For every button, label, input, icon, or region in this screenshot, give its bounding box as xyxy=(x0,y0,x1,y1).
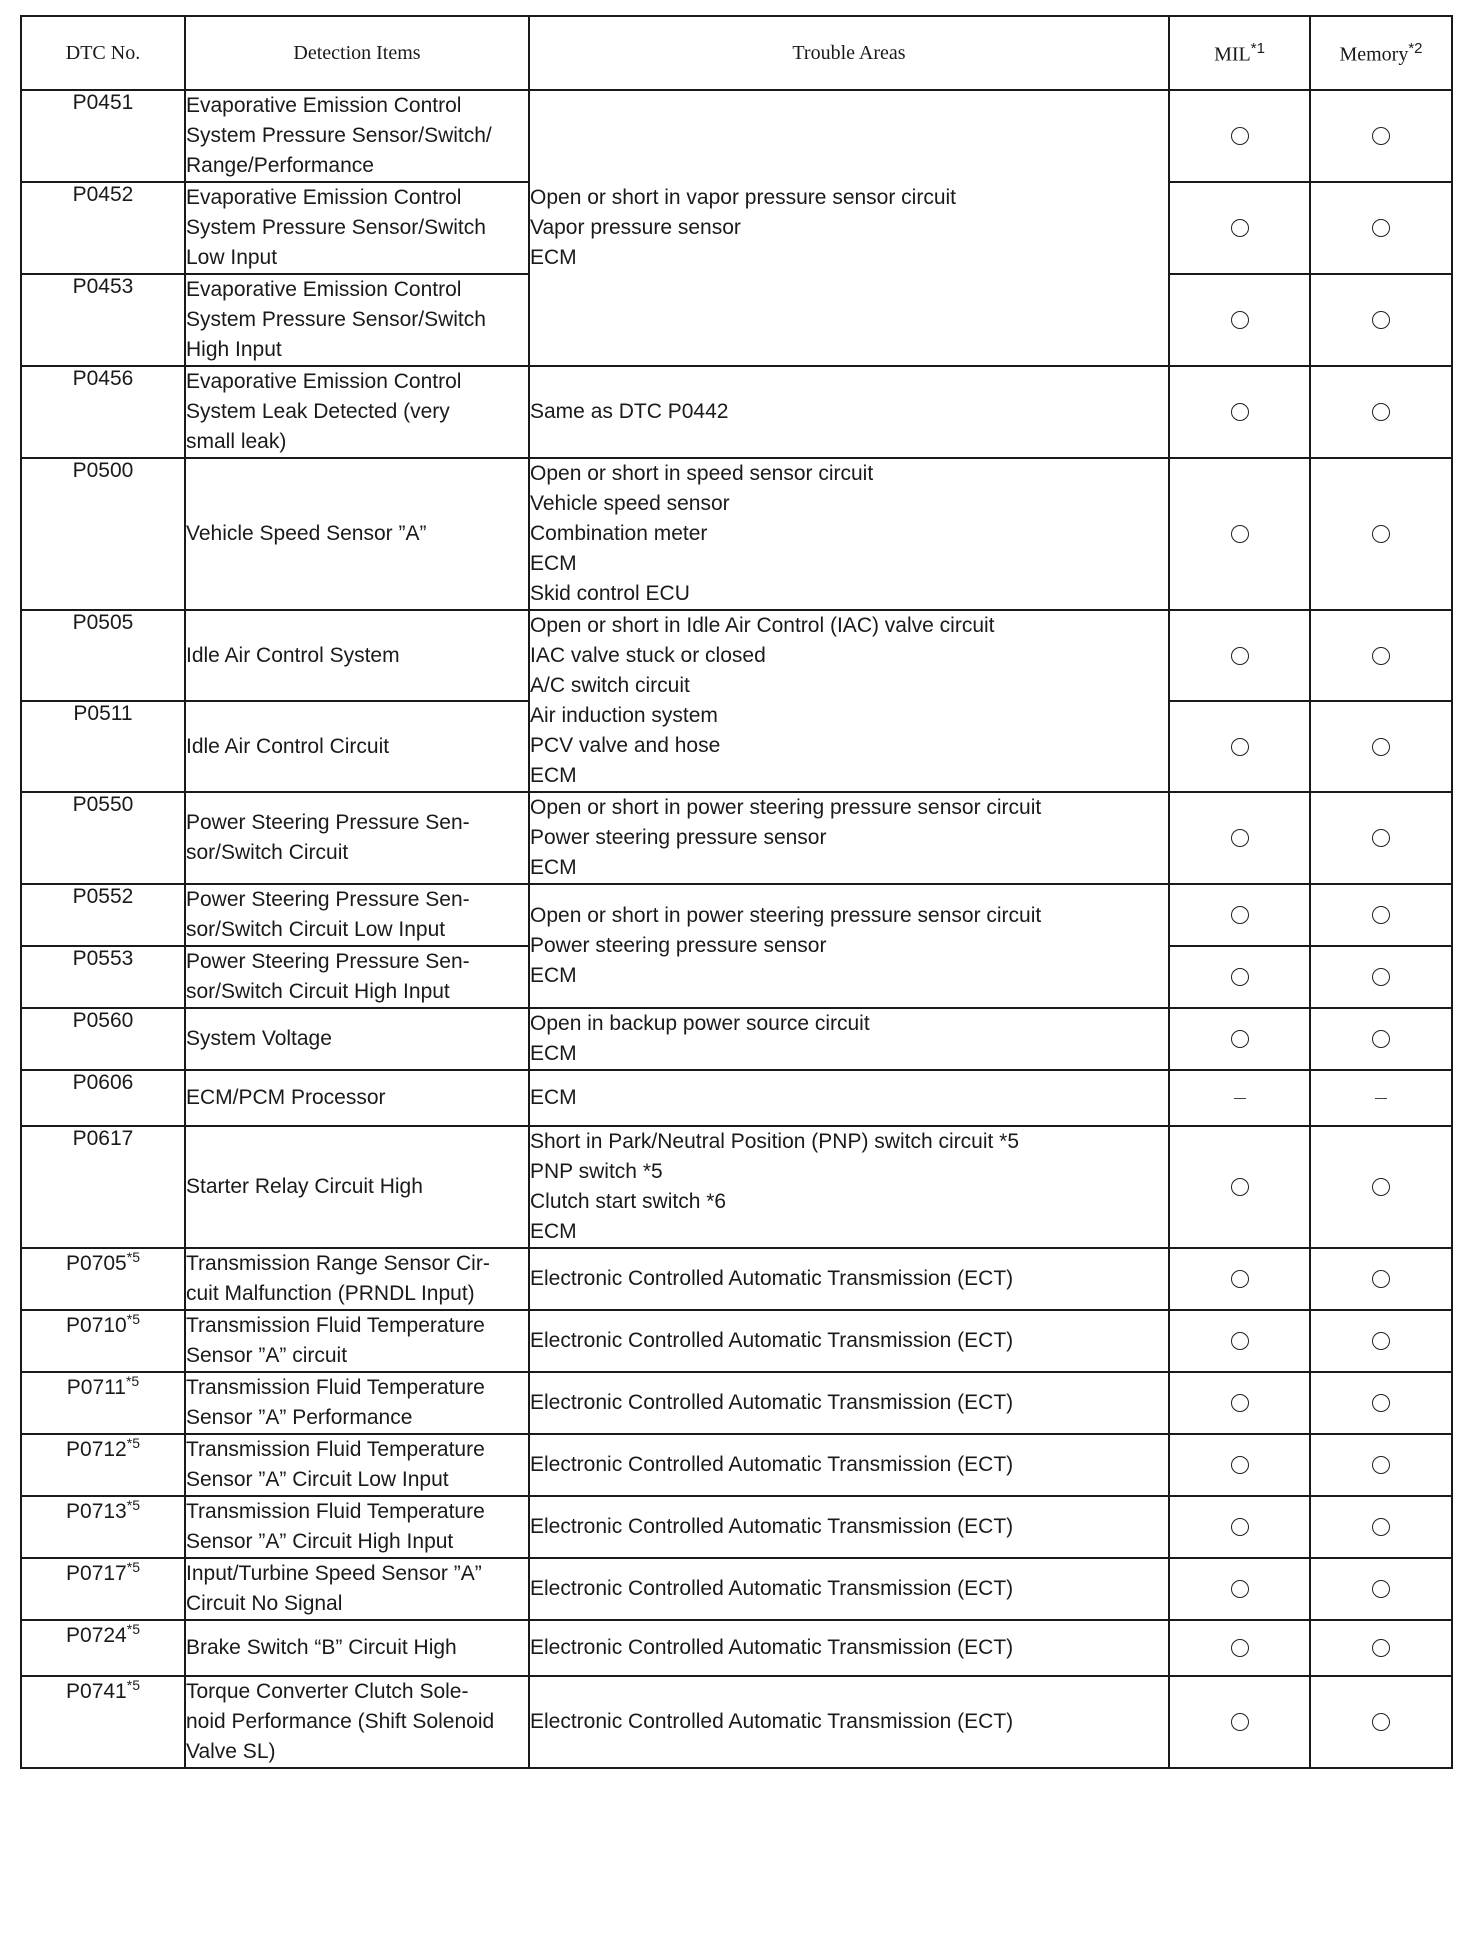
header-memory-label: Memory xyxy=(1339,43,1409,66)
memory-cell xyxy=(1310,366,1452,458)
mil-cell xyxy=(1169,1496,1310,1558)
trouble-area-cell xyxy=(529,610,1169,792)
detection-item-line: sor/Switch Circuit Low Input xyxy=(186,918,446,941)
detection-item-line: Evaporative Emission Control xyxy=(186,278,462,301)
circle-mark-icon xyxy=(1372,1713,1390,1731)
dtc-code-cell xyxy=(21,1496,185,1558)
dtc-code-cell xyxy=(21,1070,185,1126)
dtc-code-cell xyxy=(21,1558,185,1620)
trouble-area-cell xyxy=(529,1070,1169,1126)
dtc-code: P0717 xyxy=(66,1562,127,1585)
detection-item-cell xyxy=(185,90,529,182)
memory-cell xyxy=(1310,458,1452,610)
detection-item-line: Sensor ”A” circuit xyxy=(186,1344,348,1367)
circle-mark-icon xyxy=(1231,738,1249,756)
dtc-code: P0617 xyxy=(72,1127,134,1150)
dtc-code-note: *5 xyxy=(126,1497,140,1513)
trouble-area-line: Open or short in Idle Air Control (IAC) valve circuit xyxy=(530,614,995,637)
detection-item-cell xyxy=(185,1676,529,1768)
detection-item-line: Power Steering Pressure Sen- xyxy=(186,811,470,834)
dtc-code-cell xyxy=(21,1620,185,1676)
trouble-area-line: Electronic Controlled Automatic Transmission (ECT) xyxy=(530,1577,1014,1600)
trouble-area-line: Air induction system xyxy=(530,704,718,727)
dtc-code: P0705 xyxy=(66,1252,127,1275)
circle-mark-icon xyxy=(1231,968,1249,986)
trouble-area-cell xyxy=(529,1248,1169,1310)
dtc-code-cell xyxy=(21,1434,185,1496)
mil-cell xyxy=(1169,90,1310,182)
dtc-code-note: *5 xyxy=(126,1621,140,1637)
dtc-code: P0505 xyxy=(72,611,134,634)
mil-cell xyxy=(1169,1070,1310,1126)
trouble-area-cell xyxy=(529,1496,1169,1558)
dtc-code: P0712 xyxy=(66,1438,127,1461)
trouble-area-cell xyxy=(529,1372,1169,1434)
detection-item-line: Power Steering Pressure Sen- xyxy=(186,888,470,911)
mil-cell xyxy=(1169,792,1310,884)
trouble-area-line: PCV valve and hose xyxy=(530,734,721,757)
dtc-code-cell xyxy=(21,884,185,946)
detection-item-line: Range/Performance xyxy=(186,154,374,177)
dash-mark-icon xyxy=(1375,1098,1387,1099)
circle-mark-icon xyxy=(1372,968,1390,986)
dtc-code: P0500 xyxy=(72,459,134,482)
trouble-area-line: ECM xyxy=(530,764,577,787)
mil-cell xyxy=(1169,1008,1310,1070)
mil-cell xyxy=(1169,1248,1310,1310)
trouble-area-cell xyxy=(529,1008,1169,1070)
table-row xyxy=(21,1070,1452,1126)
dtc-code-cell xyxy=(21,1310,185,1372)
memory-cell xyxy=(1310,792,1452,884)
table-row xyxy=(21,1008,1452,1070)
circle-mark-icon xyxy=(1372,127,1390,145)
detection-item-line: ECM/PCM Processor xyxy=(186,1086,386,1109)
dtc-code-cell xyxy=(21,1126,185,1248)
detection-item-cell xyxy=(185,1620,529,1676)
circle-mark-icon xyxy=(1372,1394,1390,1412)
trouble-area-line: Electronic Controlled Automatic Transmission (ECT) xyxy=(530,1710,1014,1733)
dtc-code-cell xyxy=(21,1248,185,1310)
dtc-code-note: *5 xyxy=(126,1435,140,1451)
header-mil-label: MIL xyxy=(1214,43,1251,66)
circle-mark-icon xyxy=(1231,1639,1249,1657)
memory-cell xyxy=(1310,946,1452,1008)
detection-item-cell xyxy=(185,701,529,792)
circle-mark-icon xyxy=(1231,1394,1249,1412)
detection-item-line: noid Performance (Shift Solenoid xyxy=(186,1710,495,1733)
dtc-code-note: *5 xyxy=(125,1373,140,1389)
detection-item-line: Transmission Range Sensor Cir- xyxy=(186,1252,490,1275)
dtc-code: P0724 xyxy=(66,1624,127,1647)
table-row xyxy=(21,1558,1452,1620)
mil-cell xyxy=(1169,1620,1310,1676)
trouble-area-line: ECM xyxy=(530,552,577,575)
detection-item-cell xyxy=(185,274,529,366)
circle-mark-icon xyxy=(1372,1639,1390,1657)
detection-item-cell xyxy=(185,182,529,274)
trouble-area-line: Open or short in vapor pressure sensor circuit xyxy=(530,186,957,209)
detection-item-cell xyxy=(185,366,529,458)
trouble-area-line: ECM xyxy=(530,1042,577,1065)
detection-item-line: High Input xyxy=(186,338,282,361)
detection-item-line: cuit Malfunction (PRNDL Input) xyxy=(186,1282,475,1305)
dtc-code: P0456 xyxy=(72,367,134,390)
detection-item-line: Input/Turbine Speed Sensor ”A” xyxy=(186,1562,482,1585)
trouble-area-line: Electronic Controlled Automatic Transmission (ECT) xyxy=(530,1267,1014,1290)
trouble-area-line: Clutch start switch *6 xyxy=(530,1190,727,1213)
trouble-area-line: Open in backup power source circuit xyxy=(530,1012,870,1035)
circle-mark-icon xyxy=(1372,1030,1390,1048)
mil-cell xyxy=(1169,1676,1310,1768)
trouble-area-line: Power steering pressure sensor xyxy=(530,934,827,957)
trouble-area-line: Electronic Controlled Automatic Transmission (ECT) xyxy=(530,1329,1014,1352)
detection-item-line: Power Steering Pressure Sen- xyxy=(186,950,470,973)
dtc-code-cell xyxy=(21,701,185,792)
detection-item-cell xyxy=(185,610,529,701)
circle-mark-icon xyxy=(1372,647,1390,665)
mil-cell xyxy=(1169,946,1310,1008)
circle-mark-icon xyxy=(1231,1270,1249,1288)
dtc-code: P0550 xyxy=(72,793,134,816)
header-mil xyxy=(1169,16,1310,90)
memory-cell xyxy=(1310,182,1452,274)
dtc-code-cell xyxy=(21,1372,185,1434)
circle-mark-icon xyxy=(1372,219,1390,237)
detection-item-cell xyxy=(185,884,529,946)
dtc-code-cell xyxy=(21,90,185,182)
detection-item-line: sor/Switch Circuit xyxy=(186,841,349,864)
dtc-code: P0606 xyxy=(72,1071,134,1094)
memory-cell xyxy=(1310,90,1452,182)
trouble-area-cell xyxy=(529,1310,1169,1372)
trouble-area-line: Open or short in speed sensor circuit xyxy=(530,462,874,485)
dtc-code: P0511 xyxy=(73,702,133,725)
detection-item-line: Evaporative Emission Control xyxy=(186,94,462,117)
memory-cell xyxy=(1310,1070,1452,1126)
dtc-code: P0552 xyxy=(72,885,134,908)
dtc-code-cell xyxy=(21,182,185,274)
circle-mark-icon xyxy=(1372,1270,1390,1288)
trouble-area-cell xyxy=(529,366,1169,458)
detection-item-cell xyxy=(185,1372,529,1434)
circle-mark-icon xyxy=(1372,311,1390,329)
dtc-code-note: *5 xyxy=(126,1311,140,1327)
detection-item-line: Sensor ”A” Circuit High Input xyxy=(186,1530,454,1553)
dash-mark-icon xyxy=(1234,1098,1246,1099)
trouble-area-line: Short in Park/Neutral Position (PNP) switch circuit *5 xyxy=(530,1130,1019,1153)
circle-mark-icon xyxy=(1231,1456,1249,1474)
trouble-area-line: Vapor pressure sensor xyxy=(530,216,741,239)
memory-cell xyxy=(1310,1372,1452,1434)
table-row xyxy=(21,1434,1452,1496)
table-row xyxy=(21,1620,1452,1676)
dtc-code: P0710 xyxy=(66,1314,127,1337)
mil-cell xyxy=(1169,182,1310,274)
circle-mark-icon xyxy=(1372,1518,1390,1536)
circle-mark-icon xyxy=(1231,906,1249,924)
circle-mark-icon xyxy=(1231,1713,1249,1731)
circle-mark-icon xyxy=(1372,738,1390,756)
detection-item-line: System Pressure Sensor/Switch xyxy=(186,216,486,239)
table-row xyxy=(21,1310,1452,1372)
circle-mark-icon xyxy=(1372,1332,1390,1350)
memory-cell xyxy=(1310,1434,1452,1496)
trouble-area-line: PNP switch *5 xyxy=(530,1160,663,1183)
mil-cell xyxy=(1169,1372,1310,1434)
header-memory xyxy=(1310,16,1452,90)
trouble-area-line: Electronic Controlled Automatic Transmission (ECT) xyxy=(530,1391,1014,1414)
detection-item-cell xyxy=(185,1070,529,1126)
trouble-area-line: Vehicle speed sensor xyxy=(530,492,730,515)
circle-mark-icon xyxy=(1372,829,1390,847)
memory-cell xyxy=(1310,701,1452,792)
memory-cell xyxy=(1310,1248,1452,1310)
trouble-area-cell xyxy=(529,1126,1169,1248)
detection-item-cell xyxy=(185,1008,529,1070)
detection-item-cell xyxy=(185,458,529,610)
trouble-area-line: Electronic Controlled Automatic Transmission (ECT) xyxy=(530,1515,1014,1538)
mil-cell xyxy=(1169,274,1310,366)
circle-mark-icon xyxy=(1372,525,1390,543)
trouble-area-line: Same as DTC P0442 xyxy=(530,400,729,423)
detection-item-line: Vehicle Speed Sensor ”A” xyxy=(186,522,427,545)
memory-cell xyxy=(1310,1310,1452,1372)
dtc-table xyxy=(20,15,1453,1769)
dtc-code-cell xyxy=(21,610,185,701)
dtc-code-cell xyxy=(21,366,185,458)
detection-item-line: System Pressure Sensor/Switch xyxy=(186,308,486,331)
mil-cell xyxy=(1169,884,1310,946)
detection-item-line: Brake Switch “B” Circuit High xyxy=(186,1636,457,1659)
detection-item-line: System Leak Detected (very xyxy=(186,400,450,423)
detection-item-line: Torque Converter Clutch Sole- xyxy=(186,1680,469,1703)
mil-cell xyxy=(1169,1434,1310,1496)
circle-mark-icon xyxy=(1372,906,1390,924)
dtc-code-cell xyxy=(21,792,185,884)
table-row xyxy=(21,884,1452,946)
detection-item-line: Valve SL) xyxy=(186,1740,276,1763)
detection-item-cell xyxy=(185,792,529,884)
mil-cell xyxy=(1169,1558,1310,1620)
memory-cell xyxy=(1310,1008,1452,1070)
circle-mark-icon xyxy=(1231,1030,1249,1048)
detection-item-line: Circuit No Signal xyxy=(186,1592,343,1615)
circle-mark-icon xyxy=(1231,311,1249,329)
mil-cell xyxy=(1169,458,1310,610)
table-row xyxy=(21,792,1452,884)
detection-item-cell xyxy=(185,1496,529,1558)
dtc-code: P0451 xyxy=(72,91,134,114)
circle-mark-icon xyxy=(1231,219,1249,237)
dtc-code-note: *5 xyxy=(126,1559,140,1575)
detection-item-cell xyxy=(185,1558,529,1620)
detection-item-line: Sensor ”A” Performance xyxy=(186,1406,413,1429)
memory-cell xyxy=(1310,274,1452,366)
table-row xyxy=(21,610,1452,701)
table-row xyxy=(21,1126,1452,1248)
table-row xyxy=(21,1496,1452,1558)
dtc-code-cell xyxy=(21,274,185,366)
trouble-area-cell xyxy=(529,792,1169,884)
detection-item-line: Idle Air Control System xyxy=(186,643,400,667)
header-memory-note: *2 xyxy=(1408,39,1423,57)
mil-cell xyxy=(1169,366,1310,458)
circle-mark-icon xyxy=(1231,1518,1249,1536)
table-row xyxy=(21,1248,1452,1310)
circle-mark-icon xyxy=(1372,1580,1390,1598)
trouble-area-cell xyxy=(529,884,1169,1008)
trouble-area-line: IAC valve stuck or closed xyxy=(530,644,766,667)
circle-mark-icon xyxy=(1231,829,1249,847)
mil-cell xyxy=(1169,1310,1310,1372)
trouble-area-line: ECM xyxy=(530,246,577,269)
trouble-area-line: ECM xyxy=(530,964,577,987)
trouble-area-cell xyxy=(529,1676,1169,1768)
memory-cell xyxy=(1310,1496,1452,1558)
header-dtc-no: DTC No. xyxy=(21,16,185,90)
mil-cell xyxy=(1169,1126,1310,1248)
trouble-area-line: Electronic Controlled Automatic Transmission (ECT) xyxy=(530,1453,1014,1476)
header-detection-items: Detection Items xyxy=(185,16,529,90)
detection-item-line: Transmission Fluid Temperature xyxy=(186,1314,485,1337)
trouble-area-cell xyxy=(529,1434,1169,1496)
table-body xyxy=(21,90,1452,1768)
trouble-area-cell xyxy=(529,90,1169,366)
dtc-code-cell xyxy=(21,458,185,610)
dtc-code-cell xyxy=(21,946,185,1008)
memory-cell xyxy=(1310,610,1452,701)
circle-mark-icon xyxy=(1231,1332,1249,1350)
memory-cell xyxy=(1310,1126,1452,1248)
table-row xyxy=(21,1676,1452,1768)
detection-item-line: Idle Air Control Circuit xyxy=(186,734,390,758)
detection-item-line: Evaporative Emission Control xyxy=(186,370,462,393)
memory-cell xyxy=(1310,884,1452,946)
detection-item-cell xyxy=(185,1248,529,1310)
mil-cell xyxy=(1169,610,1310,701)
trouble-area-line: ECM xyxy=(530,1220,577,1243)
trouble-area-line: Power steering pressure sensor xyxy=(530,826,827,849)
circle-mark-icon xyxy=(1372,403,1390,421)
detection-item-cell xyxy=(185,946,529,1008)
trouble-area-line: Skid control ECU xyxy=(530,582,690,605)
header-mil-note: *1 xyxy=(1250,39,1265,57)
dtc-code: P0452 xyxy=(72,183,134,206)
memory-cell xyxy=(1310,1676,1452,1768)
detection-item-line: Evaporative Emission Control xyxy=(186,186,462,209)
trouble-area-line: ECM xyxy=(530,1086,577,1109)
circle-mark-icon xyxy=(1231,525,1249,543)
detection-item-cell xyxy=(185,1434,529,1496)
detection-item-line: System Pressure Sensor/Switch/ xyxy=(186,124,492,147)
dtc-code-cell xyxy=(21,1008,185,1070)
detection-item-line: Transmission Fluid Temperature xyxy=(186,1376,485,1399)
circle-mark-icon xyxy=(1372,1456,1390,1474)
trouble-area-cell xyxy=(529,1558,1169,1620)
table-row xyxy=(21,90,1452,182)
trouble-area-line: Open or short in power steering pressure sensor circuit xyxy=(530,796,1042,819)
trouble-area-cell xyxy=(529,458,1169,610)
memory-cell xyxy=(1310,1620,1452,1676)
dtc-code: P0711 xyxy=(66,1376,126,1399)
circle-mark-icon xyxy=(1231,1580,1249,1598)
table-row xyxy=(21,1372,1452,1434)
detection-item-line: System Voltage xyxy=(186,1027,332,1050)
dtc-code-note: *5 xyxy=(126,1249,140,1265)
trouble-area-line: ECM xyxy=(530,856,577,879)
mil-cell xyxy=(1169,701,1310,792)
dtc-code: P0560 xyxy=(72,1009,134,1032)
header-row xyxy=(21,16,1452,90)
table-row xyxy=(21,366,1452,458)
circle-mark-icon xyxy=(1231,1178,1249,1196)
detection-item-cell xyxy=(185,1126,529,1248)
detection-item-line: Transmission Fluid Temperature xyxy=(186,1438,485,1461)
dtc-code: P0553 xyxy=(72,947,134,970)
circle-mark-icon xyxy=(1231,647,1249,665)
dtc-code: P0453 xyxy=(72,275,134,298)
detection-item-line: Low Input xyxy=(186,246,278,269)
table-row xyxy=(21,458,1452,610)
detection-item-line: small leak) xyxy=(186,430,287,453)
dtc-code-cell xyxy=(21,1676,185,1768)
detection-item-line: Starter Relay Circuit High xyxy=(186,1175,423,1198)
header-trouble-areas: Trouble Areas xyxy=(529,16,1169,90)
circle-mark-icon xyxy=(1372,1178,1390,1196)
detection-item-cell xyxy=(185,1310,529,1372)
detection-item-line: sor/Switch Circuit High Input xyxy=(186,980,450,1003)
detection-item-line: Sensor ”A” Circuit Low Input xyxy=(186,1468,449,1491)
trouble-area-line: A/C switch circuit xyxy=(530,674,690,697)
detection-item-line: Transmission Fluid Temperature xyxy=(186,1500,485,1523)
dtc-code-note: *5 xyxy=(126,1677,140,1693)
circle-mark-icon xyxy=(1231,403,1249,421)
circle-mark-icon xyxy=(1231,127,1249,145)
trouble-area-line: Combination meter xyxy=(530,522,708,545)
memory-cell xyxy=(1310,1558,1452,1620)
dtc-code: P0713 xyxy=(66,1500,127,1523)
trouble-area-line: Electronic Controlled Automatic Transmission (ECT) xyxy=(530,1636,1014,1659)
trouble-area-cell xyxy=(529,1620,1169,1676)
dtc-code: P0741 xyxy=(66,1680,127,1703)
trouble-area-line: Open or short in power steering pressure sensor circuit xyxy=(530,904,1042,927)
